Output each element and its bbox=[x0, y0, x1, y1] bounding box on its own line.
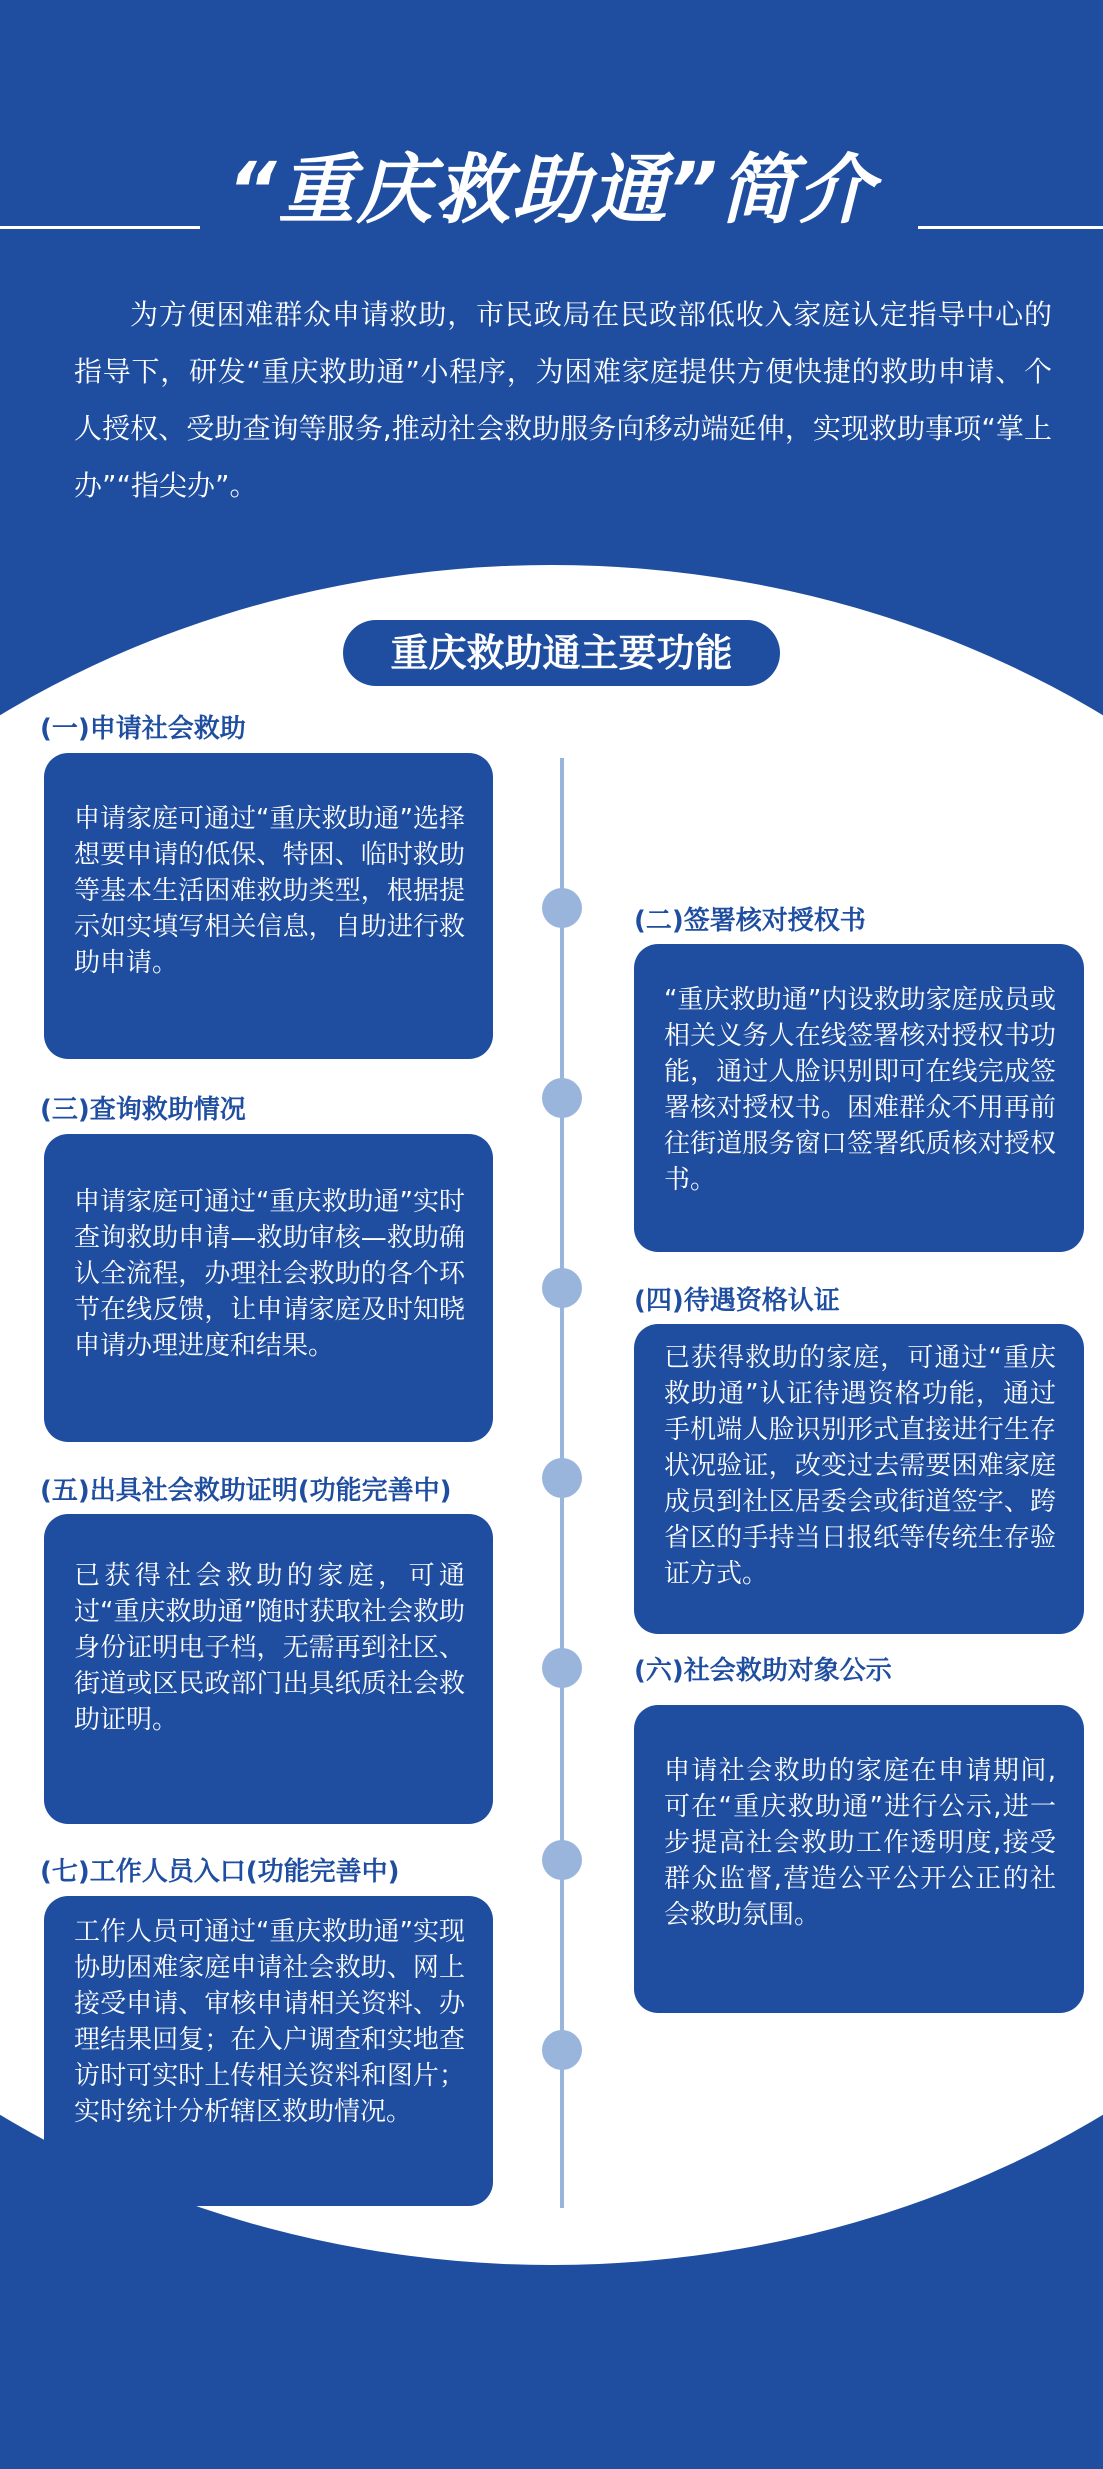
section-heading-certificate: (五)出具社会救助证明(功能完善中) bbox=[40, 1476, 452, 1506]
main-features-title: 重庆救助通主要功能 bbox=[343, 620, 780, 686]
section-heading-publicity: (六)社会救助对象公示 bbox=[634, 1656, 892, 1686]
section-card-qualification: 已获得救助的家庭，可通过“重庆救助通”认证待遇资格功能，通过手机端人脸识别形式直接进行生存状况验证，改变过去需要困难家庭成员到社区居委会或街道签字、跨省区的手持当日报纸等传统生存验证方式。 bbox=[634, 1324, 1084, 1634]
section-card-apply: 申请家庭可通过“重庆救助通”选择想要申请的低保、特困、临时救助等基本生活困难救助类型，根据提示如实填写相关信息，自助进行救助申请。 bbox=[44, 753, 493, 1059]
section-heading-authorization: (二)签署核对授权书 bbox=[634, 906, 866, 936]
section-heading-staff: (七)工作人员入口(功能完善中) bbox=[40, 1857, 400, 1887]
title-divider-right bbox=[918, 226, 1103, 229]
timeline-dot bbox=[542, 1648, 582, 1688]
timeline-dot bbox=[542, 1268, 582, 1308]
section-heading-apply: (一)申请社会救助 bbox=[40, 714, 246, 744]
section-heading-query: (三)查询救助情况 bbox=[40, 1095, 246, 1125]
section-card-publicity: 申请社会救助的家庭在申请期间,可在“重庆救助通”进行公示,进一步提高社会救助工作透明度,接受群众监督,营造公平公开公正的社会救助氛围。 bbox=[634, 1705, 1084, 2013]
section-card-staff: 工作人员可通过“重庆救助通”实现协助困难家庭申请社会救助、网上接受申请、审核申请相关资料、办理结果回复；在入户调查和实地查访时可实时上传相关资料和图片；实时统计分析辖区救助情况。 bbox=[44, 1896, 493, 2206]
timeline-dot bbox=[542, 888, 582, 928]
intro-paragraph: 为方便困难群众申请救助，市民政局在民政部低收入家庭认定指导中心的指导下，研发“重庆救助通”小程序，为困难家庭提供方便快捷的救助申请、个人授权、受助查询等服务,推动社会救助服务向移动端延伸，实现救助事项“掌上办”“指尖办”。 bbox=[74, 298, 1052, 502]
section-card-authorization: “重庆救助通”内设救助家庭成员或相关义务人在线签署核对授权书功能，通过人脸识别即可在线完成签署核对授权书。困难群众不用再前往街道服务窗口签署纸质核对授权书。 bbox=[634, 944, 1084, 1252]
section-heading-qualification: (四)待遇资格认证 bbox=[634, 1286, 840, 1316]
timeline-dot bbox=[542, 1078, 582, 1118]
page-title: “重庆救助通”简介 bbox=[227, 145, 876, 234]
section-card-certificate: 已获得社会救助的家庭，可通过“重庆救助通”随时获取社会救助身份证明电子档，无需再到社区、街道或区民政部门出具纸质社会救助证明。 bbox=[44, 1514, 493, 1824]
title-area bbox=[0, 140, 1103, 240]
section-card-query: 申请家庭可通过“重庆救助通”实时查询救助申请—救助审核—救助确认全流程，办理社会救助的各个环节在线反馈，让申请家庭及时知晓申请办理进度和结果。 bbox=[44, 1134, 493, 1442]
timeline-dot bbox=[542, 1458, 582, 1498]
timeline-dot bbox=[542, 2030, 582, 2070]
timeline-dot bbox=[542, 1840, 582, 1880]
